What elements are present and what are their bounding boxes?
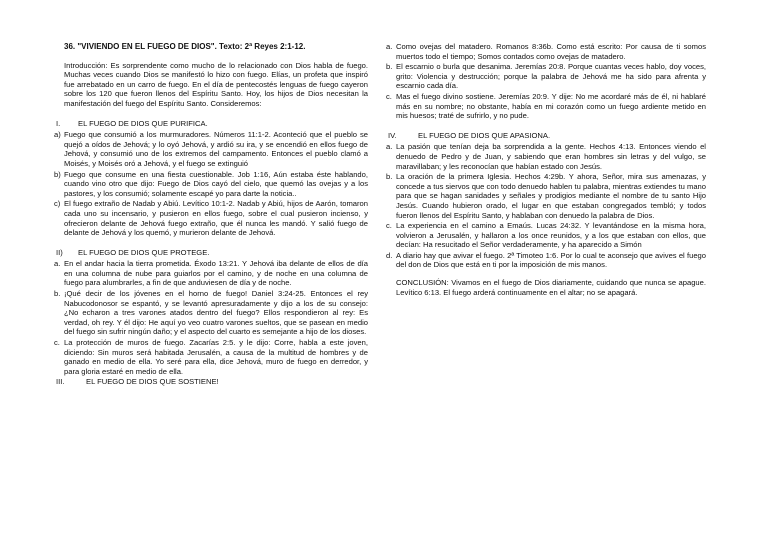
list-item [386, 172, 706, 220]
list-item [386, 91, 706, 121]
section-title: EL FUEGO DE DIOS QUE SOSTIENE! [86, 377, 219, 387]
list-item-text: La experiencia en el camino a Emaús. Lucas 24:32. Y levantándose en la misma hora, volvieron a Jerusalén, y hallaron a los once reunidos, y a los que estaban con ellos, que decían: Ha resucitado el Señor verdaderamente, y ha aparecido a Simón [396, 221, 706, 250]
list-item-text: La pasión que tenían deja ba sorprendida a la gente. Hechos 4:13. Entonces viendo el denuedo de Pedro y de Juan, y sabiendo que eran hombres sin letras y del vulgo, se maravillaban; y les reconocían que habían estado con Jesús. [396, 142, 706, 171]
list-item [386, 142, 706, 171]
section-2-heading [56, 248, 368, 258]
sermon-title: 36. "VIVIENDO EN EL FUEGO DE DIOS". Texto: 2ª Reyes 2:1-12. [64, 42, 306, 51]
list-item-text: La oración de la primera Iglesia. Hechos 4:29b. Y ahora, Señor, mira sus amenazas, y concede a tus siervos que con todo denuedo hablen tu palabra, mientras extiendes tu mano para que se hagan sanidades y señales y prodigios mediante el nombre de tu santo Hijo Jesús. Cuando hubieron orado, el lugar en que estaban congregados tembló; y todos fueron llenos del Espíritu Santo, y hablaban con denuedo la palabra de Dios. [396, 172, 706, 220]
conclusion: CONCLUSIÓN: Vivamos en el fuego de Dios diariamente, cuidando que nunca se apague. Levítico 6:13. El fuego arderá continuamente en el altar; no se apagará. [396, 278, 706, 297]
list-item-text: A diario hay que avivar el fuego. 2ª Timoteo 1:6. Por lo cual te aconsejo que avives el fuego del don de Dios que está en ti por la imposición de mis manos. [396, 250, 706, 270]
list-item [54, 199, 368, 238]
section-title: EL FUEGO DE DIOS QUE PROTEGE. [78, 247, 210, 257]
section-title: EL FUEGO DE DIOS QUE PURIFICA. [78, 118, 208, 128]
list-item-text: Como ovejas del matadero. Romanos 8:36b. Como está escrito: Por causa de ti somos muertos todo el tiempo; Somos contados como ovejas de matadero. [396, 42, 706, 61]
list-item-text: La protección de muros de fuego. Zacarías 2:5. y le dijo: Corre, habla a este joven, diciendo: Sin muros será habitada Jerusalén, a causa de la multitud de hombres y de ganado en medio de ella. Yo seré para ella, dice Jehová, muro de fuego en derredor, y para gloria estaré en medio de ella. [64, 338, 368, 376]
list-item [54, 169, 368, 199]
section-number: I. [56, 118, 61, 128]
left-column [54, 42, 368, 389]
list-item-text: En el andar hacia la tierra prometida. Éxodo 13:21. Y Jehová iba delante de ellos de día en una columna de nube para guiarlos por el camino, y de noche en una columna de fuego para alumbrarles, a fin de que anduviesen de día y de noche. [64, 259, 368, 288]
list-marker: a) [54, 130, 61, 140]
list-marker: c. [54, 338, 60, 348]
section-3-heading [56, 377, 368, 387]
list-item [54, 289, 368, 337]
section-4-heading [388, 131, 706, 141]
list-marker: b) [54, 169, 61, 179]
list-item [54, 130, 368, 168]
list-marker: d. [386, 250, 393, 260]
list-item-text: Fuego que consume en una fiesta cuestionable. Job 1:16, Aún estaba éste hablando, cuando vino otro que dijo: Fuego de Dios cayó del cielo, que quemó las ovejas y a los pastores, y los consumió; solamente escapé yo para darte la noticia.. [64, 169, 368, 198]
list-item [386, 221, 706, 250]
list-marker: a. [386, 142, 393, 152]
list-item [386, 42, 706, 61]
list-marker: c. [386, 91, 392, 101]
section-title: EL FUEGO DE DIOS QUE APASIONA. [418, 130, 551, 140]
list-marker: c) [54, 199, 61, 209]
right-column [386, 42, 706, 297]
list-marker: c. [386, 221, 392, 231]
section-number: II) [56, 247, 63, 257]
list-item [54, 338, 368, 376]
list-marker: b. [386, 62, 393, 72]
list-item-text: El escarnio o burla que desanima. Jeremías 20:8. Porque cuantas veces hablo, doy voces, grito: Violencia y destrucción; porque la palabra de Jehová me ha sido para afrenta y escarnio cada día. [396, 62, 706, 91]
list-item [386, 250, 706, 270]
section-1-heading [56, 119, 368, 129]
list-marker: b. [386, 172, 393, 182]
list-item [54, 259, 368, 288]
list-item-text: Mas el fuego divino sostiene. Jeremías 20:9. Y dije: No me acordaré más de él, ni hablaré más en su nombre; no obstante, había en mi corazón como un fuego ardiente metido en mis huesos; traté de sufrirlo, y no pude. [396, 91, 706, 121]
list-item-text: ¡Qué decir de los jóvenes en el horno de fuego! Daniel 3:24-25. Entonces el rey Nabucodonosor se espantó, y se levantó apresuradamente y dijo a los de su consejo: ¿No echaron a tres varones atados dentro del fuego? Ellos respondieron al rey: Es verdad, oh rey. Y él dijo: He aquí yo veo cuatro varones sueltos, que se pasean en medio del fuego sin sufrir ningún daño; y el aspecto del cuarto es semejante a hijo de los dioses. [64, 289, 368, 337]
list-marker: a. [386, 42, 393, 51]
list-item [386, 62, 706, 91]
list-item-text: El fuego extraño de Nadab y Abiú. Levítico 10:1-2. Nadab y Abiú, hijos de Aarón, tomaron cada uno su incensario, y pusieron en ellos fuego, sobre el cual pusieron incienso, y ofrecieron delante de Jehová fuego extraño, que él nunca les mandó. Y salió fuego de delante de Jehová y los quemó, y murieron delante de Jehová. [64, 199, 368, 238]
list-item-text: Fuego que consumió a los murmuradores. Números 11:1-2. Aconteció que el pueblo se quejó a oídos de Jehová; y lo oyó Jehová, y ardió su ira, y se encendió en ellos fuego de Jehová, y consumió uno de los extremos del campamento. Entonces el pueblo clamó a Moisés, y Moisés oró a Jehová, y el fuego se extinguió [64, 130, 368, 168]
section-number: IV. [388, 130, 397, 140]
section-number: III. [56, 377, 65, 387]
list-marker: b. [54, 289, 61, 299]
list-marker: a. [54, 259, 61, 269]
introduction: Introducción: Es sorprendente como mucho de lo relacionado con Dios habla de fuego. Muchas veces cuando Dios se manifestó lo hizo con fuego. Elías, un profeta que inspiró fue arrebatado en un carro de fuego. En el día de pentecostés lenguas de fuego cayeron sobre los 120 que fueron llenos del Espíritu Santo. Hoy, los hijos de Dios necesitan la manifestación del fuego del Espíritu Santo. Consideremos: [64, 60, 368, 108]
